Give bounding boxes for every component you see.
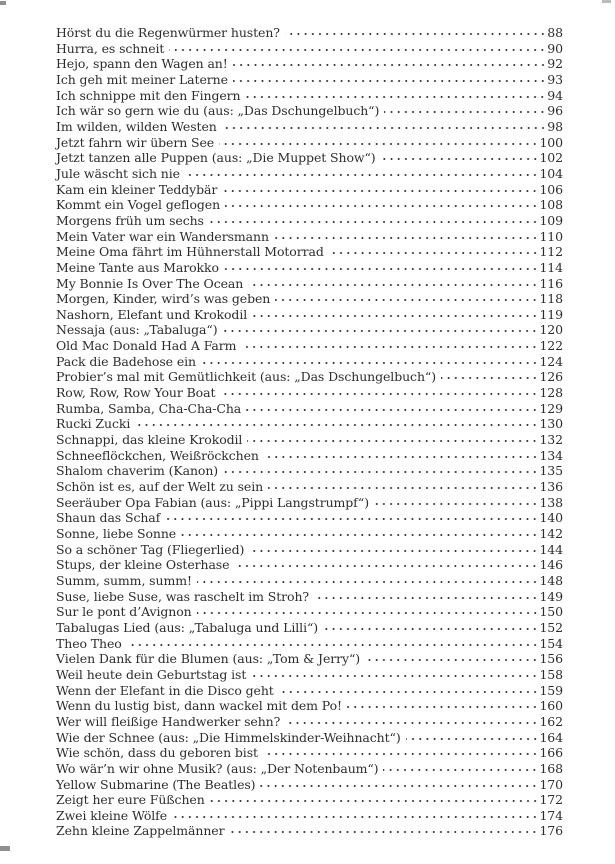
toc-entry-row [56, 401, 563, 417]
song-title: Wenn der Elefant in die Disco geht [56, 682, 274, 698]
dot-leader [245, 90, 546, 100]
toc-entry-row [56, 103, 563, 119]
toc-entry-row [56, 620, 563, 636]
toc-entry-row [56, 667, 563, 683]
song-title: Row, Row, Row Your Boat [56, 385, 216, 401]
page-number: 159 [539, 682, 563, 698]
toc-entry-row [56, 573, 563, 589]
page-number: 135 [539, 463, 563, 479]
page-number: 93 [547, 71, 563, 87]
dot-leader [274, 231, 539, 241]
toc-entry-row [56, 41, 563, 57]
dot-leader [347, 700, 539, 710]
page-number: 90 [547, 40, 563, 56]
dot-leader [222, 184, 538, 194]
toc-entry-row [56, 260, 563, 276]
toc-entry-row [56, 369, 563, 385]
toc-entry-row [56, 322, 563, 338]
song-title: My Bonnie Is Over The Ocean [56, 275, 244, 291]
toc-entry-row [56, 761, 563, 777]
page-number: 166 [539, 745, 563, 761]
song-title: Stups, der kleine Osterhase [56, 557, 230, 573]
song-title: Hörst du die Regenwürmer husten? [56, 25, 280, 40]
song-title: Zehn kleine Zappelmänner [56, 823, 225, 839]
toc-entry-row [56, 229, 563, 245]
song-title: Jule wäscht sich nie [56, 165, 180, 181]
toc-entry-row [56, 119, 563, 135]
page-number: 116 [539, 275, 563, 291]
dot-leader [365, 653, 538, 663]
page-number: 94 [547, 87, 563, 103]
toc-entry-row [56, 495, 563, 511]
page-number: 126 [539, 369, 563, 385]
dot-leader [181, 528, 538, 538]
toc-entry-row [56, 683, 563, 699]
song-title: Theo Theo [56, 635, 122, 651]
page-number: 122 [539, 338, 563, 354]
page-number: 144 [539, 541, 563, 557]
song-title: Seeräuber Opa Fabian (aus: „Pippi Langstrumpf“) [56, 494, 370, 510]
page-number: 134 [539, 447, 563, 463]
page-number: 150 [539, 604, 563, 620]
toc-entry-row [56, 291, 563, 307]
toc-entry-row [56, 25, 563, 41]
toc-entry-row [56, 526, 563, 542]
toc-entry-row [56, 730, 563, 746]
toc-entry-row [56, 338, 563, 354]
song-title: Nessaja (aus: „Tabaluga“) [56, 322, 218, 338]
scan-artifact-top-left [0, 1, 6, 5]
song-title: Zeigt her eure Füßchen [56, 792, 205, 808]
page-number: 160 [539, 698, 563, 714]
page-number: 152 [539, 619, 563, 635]
dot-leader [406, 732, 539, 742]
toc-entry-row [56, 166, 563, 182]
song-title: Yellow Submarine (The Beatles) [56, 776, 256, 792]
toc-entry-row [56, 589, 563, 605]
page-number: 136 [539, 479, 563, 495]
dot-leader [210, 794, 539, 804]
song-title: Suse, liebe Suse, was raschelt im Stroh? [56, 588, 310, 604]
toc-entry-row [56, 557, 563, 573]
dot-leader [220, 387, 538, 397]
song-title: Hejo, spann den Wagen an! [56, 56, 228, 72]
song-title: Shalom chaverim (Kanon) [56, 463, 219, 479]
dot-leader [263, 747, 539, 757]
toc-entry-row [56, 604, 563, 620]
toc-entry-row [56, 745, 563, 761]
toc-entry-row [56, 182, 563, 198]
page-number: 130 [539, 416, 563, 432]
song-title: Rumba, Samba, Cha-Cha-Cha [56, 400, 242, 416]
page-number: 104 [539, 165, 563, 181]
song-title: Shaun das Schaf [56, 510, 161, 526]
toc-entry-row [56, 307, 563, 323]
dot-leader [383, 763, 538, 773]
scan-artifact-top-right [602, 0, 611, 3]
song-title: Zwei kleine Wölfe [56, 807, 167, 823]
dot-leader [314, 591, 538, 601]
song-title: Wer will fleißige Handwerker sehn? [56, 713, 281, 729]
dot-leader [224, 262, 539, 272]
dot-leader [127, 638, 539, 648]
toc-entry-row [56, 698, 563, 714]
dot-leader [233, 58, 547, 68]
song-title: So a schöner Tag (Fliegerlied) [56, 541, 245, 557]
page-number: 114 [539, 259, 563, 275]
page-number: 124 [539, 353, 563, 369]
page-number: 149 [539, 588, 563, 604]
song-title: Mein Vater war ein Wandersmann [56, 228, 269, 244]
page-number: 170 [539, 776, 563, 792]
dot-leader [135, 418, 538, 428]
song-title: Schnappi, das kleine Krokodil [56, 432, 243, 448]
page-number: 162 [539, 713, 563, 729]
page-number: 164 [539, 729, 563, 745]
page-number: 118 [539, 291, 563, 307]
song-title: Old Mac Donald Had A Farm [56, 338, 237, 354]
song-title: Morgen, Kinder, wird’s was geben [56, 291, 271, 307]
dot-leader [209, 215, 539, 225]
toc-entry-row [56, 463, 563, 479]
dot-leader [172, 810, 538, 820]
song-title: Schneeflöckchen, Weißröckchen [56, 447, 259, 463]
song-title: Morgens früh um sechs [56, 212, 204, 228]
song-title: Sur le pont d’Avignon [56, 604, 192, 620]
toc-entry-row [56, 792, 563, 808]
song-title: Ich schnippe mit den Fingern [56, 87, 241, 103]
song-title: Meine Oma fährt im Hühnerstall Motorrad [56, 244, 324, 260]
song-title: Schön ist es, auf der Welt zu sein [56, 479, 264, 495]
song-title: Kam ein kleiner Teddybär [56, 181, 218, 197]
toc-entry-row [56, 276, 563, 292]
toc-entry-row [56, 479, 563, 495]
song-title: Weil heute dein Geburtstag ist [56, 666, 247, 682]
page-number: 128 [539, 385, 563, 401]
dot-leader [251, 669, 538, 679]
dot-leader [252, 309, 538, 319]
toc-entry-row [56, 823, 563, 839]
page-number: 129 [539, 400, 563, 416]
page-number: 132 [539, 432, 563, 448]
dot-leader [279, 685, 539, 695]
page-number: 146 [539, 557, 563, 573]
dot-leader [222, 324, 538, 334]
dot-leader [374, 497, 538, 507]
page-number: 172 [539, 792, 563, 808]
dot-leader [169, 43, 546, 53]
dot-leader [225, 199, 538, 209]
dot-leader [264, 450, 539, 460]
page-number: 148 [539, 572, 563, 588]
page-number: 109 [539, 212, 563, 228]
dot-leader [260, 779, 538, 789]
toc-entry-row [56, 88, 563, 104]
song-title: Summ, summ, summ! [56, 572, 192, 588]
dot-leader [197, 606, 539, 616]
toc-entry-row [56, 808, 563, 824]
toc-entry-row [56, 385, 563, 401]
page-number: 112 [539, 244, 563, 260]
dot-leader [323, 622, 538, 632]
song-title: Ich geh mit meiner Laterne [56, 71, 228, 87]
song-title: Ich wär so gern wie du (aus: „Das Dschungelbuch“) [56, 103, 380, 119]
song-title: Tabalugas Lied (aus: „Tabaluga und Lilli“) [56, 619, 319, 635]
toc-list [56, 25, 563, 839]
song-title: Jetzt tanzen alle Puppen (aus: „Die Muppet Show“) [56, 150, 376, 166]
dot-leader [381, 152, 539, 162]
dot-leader [201, 356, 538, 366]
dot-leader [233, 74, 546, 84]
page-number: 158 [539, 666, 563, 682]
dot-leader [197, 575, 539, 585]
page-number: 138 [539, 494, 563, 510]
toc-entry-row [56, 56, 563, 72]
dot-leader [248, 278, 538, 288]
dot-leader [241, 340, 538, 350]
song-title: Rucki Zucki [56, 416, 131, 432]
song-title: Kommt ein Vogel geflogen [56, 197, 221, 213]
page-number: 142 [539, 526, 563, 541]
dot-leader [329, 246, 539, 256]
song-title: Wenn du lustig bist, dann wackel mit dem Po! [56, 698, 342, 714]
song-title: Im wilden, wilden Westen [56, 118, 217, 134]
page-number: 92 [547, 56, 563, 72]
toc-entry-row [56, 636, 563, 652]
song-title: Nashorn, Elefant und Krokodil [56, 306, 248, 322]
page-number: 102 [539, 150, 563, 166]
page-number: 174 [539, 807, 563, 823]
dot-leader [268, 481, 538, 491]
song-title: Meine Tante aus Marokko [56, 259, 219, 275]
dot-leader [247, 434, 538, 444]
song-title: Hurra, es schneit [56, 40, 165, 56]
toc-entry-row [56, 213, 563, 229]
toc-entry-row [56, 150, 563, 166]
song-title: Wie der Schnee (aus: „Die Himmelskinder-Weihnacht“) [56, 729, 401, 745]
toc-entry-row [56, 197, 563, 213]
toc-entry-row [56, 432, 563, 448]
dot-leader [219, 137, 538, 147]
toc-entry-row [56, 354, 563, 370]
page-number: 119 [539, 306, 563, 322]
song-title: Sonne, liebe Sonne [56, 526, 177, 541]
song-title: Pack die Badehose ein [56, 353, 196, 369]
dot-leader [223, 465, 538, 475]
dot-leader [165, 512, 538, 522]
dot-leader [275, 293, 538, 303]
page-number: 120 [539, 322, 563, 338]
song-title: Probier’s mal mit Gemütlichkeit (aus: „Das Dschungelbuch“) [56, 369, 436, 385]
dot-leader [229, 825, 538, 835]
dot-leader [441, 371, 538, 381]
page-number: 108 [539, 197, 563, 213]
toc-entry-row [56, 651, 563, 667]
song-title: Vielen Dank für die Blumen (aus: „Tom & Jerry“) [56, 651, 361, 667]
page-number: 140 [539, 510, 563, 526]
page-number: 176 [539, 823, 563, 839]
page-number: 88 [547, 25, 563, 40]
scan-artifact-bottom-left [0, 846, 10, 851]
page-number: 154 [539, 635, 563, 651]
toc-entry-row [56, 714, 563, 730]
dot-leader [384, 105, 546, 115]
song-title: Jetzt fahrn wir übern See [56, 134, 215, 150]
dot-leader [249, 544, 538, 554]
page-number: 98 [547, 118, 563, 134]
dot-leader [222, 121, 547, 131]
toc-entry-row [56, 416, 563, 432]
page-number: 100 [539, 134, 563, 150]
dot-leader [285, 27, 546, 37]
page-number: 106 [539, 181, 563, 197]
page-number: 110 [539, 228, 563, 244]
dot-leader [285, 716, 538, 726]
dot-leader [234, 559, 538, 569]
page-number: 156 [539, 651, 563, 667]
toc-entry-row [56, 510, 563, 526]
dot-leader [185, 168, 539, 178]
toc-entry-row [56, 542, 563, 558]
toc-entry-row [56, 72, 563, 88]
toc-entry-row [56, 448, 563, 464]
toc-entry-row [56, 135, 563, 151]
song-title: Wo wär’n wir ohne Musik? (aus: „Der Notenbaum“) [56, 760, 379, 776]
page-number: 168 [539, 760, 563, 776]
page-number: 96 [547, 103, 563, 119]
song-title: Wie schön, dass du geboren bist [56, 745, 258, 761]
toc-entry-row [56, 244, 563, 260]
dot-leader [246, 403, 538, 413]
toc-entry-row [56, 777, 563, 793]
